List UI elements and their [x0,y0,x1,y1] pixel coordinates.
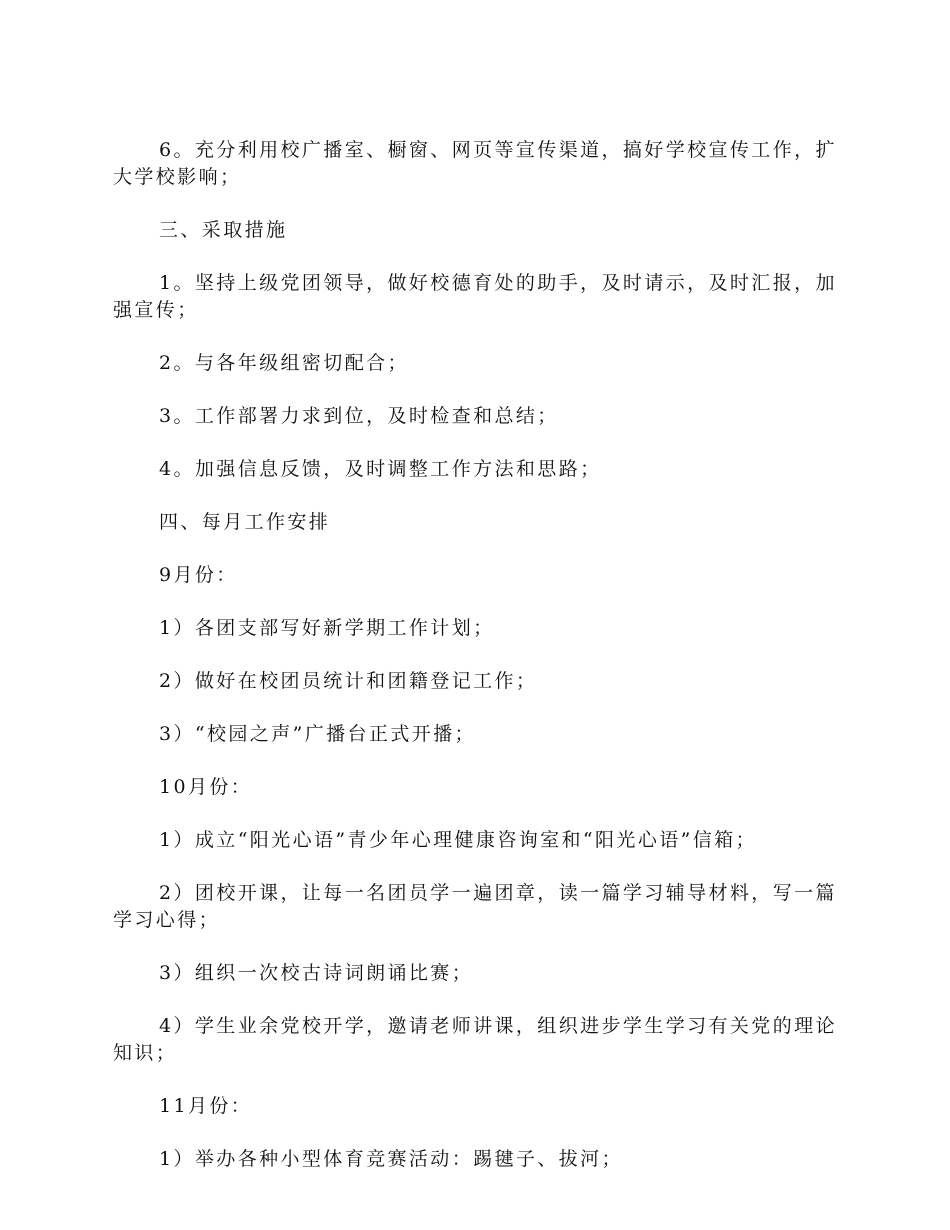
month-heading-september: 9月份： [159,564,238,586]
list-item-october-3: 3）组织一次校古诗词朗诵比赛； [159,962,474,984]
paragraph-publicity-channels: 6。充分利用校广播室、橱窗、网页等宣传渠道，搞好学校宣传工作，扩大学校影响； [113,139,837,188]
list-item-october-2: 2）团校开课，让每一名团员学一遍团章，读一篇学习辅导材料，写一篇学习心得； [113,882,837,931]
document-body [113,137,837,1199]
paragraph-measure-3: 3。工作部署力求到位，及时检查和总结； [159,405,559,427]
list-item-october-4: 4）学生业余党校开学，邀请老师讲课，组织进步学生学习有关党的理论知识； [113,1015,837,1064]
heading-measures: 三、采取措施 [159,219,288,241]
list-item-september-2: 2）做好在校团员统计和团籍登记工作； [159,670,538,692]
paragraph-measure-1: 1。坚持上级党团领导，做好校德育处的助手，及时请示，及时汇报，加强宣传； [113,272,837,321]
month-heading-november: 11月份： [159,1095,253,1117]
month-heading-october: 10月份： [159,776,253,798]
paragraph-measure-2: 2。与各年级组密切配合； [159,352,409,374]
list-item-november-1: 1）举办各种小型体育竞赛活动：踢毽子、拔河； [159,1148,623,1170]
heading-monthly-plan: 四、每月工作安排 [159,511,331,533]
list-item-september-1: 1）各团支部写好新学期工作计划； [159,617,495,639]
list-item-october-1: 1）成立“阳光心语”青少年心理健康咨询室和“阳光心语”信箱； [159,829,757,851]
list-item-september-3: 3）“校园之声”广播台正式开播； [159,723,476,745]
paragraph-measure-4: 4。加强信息反馈，及时调整工作方法和思路； [159,458,602,480]
